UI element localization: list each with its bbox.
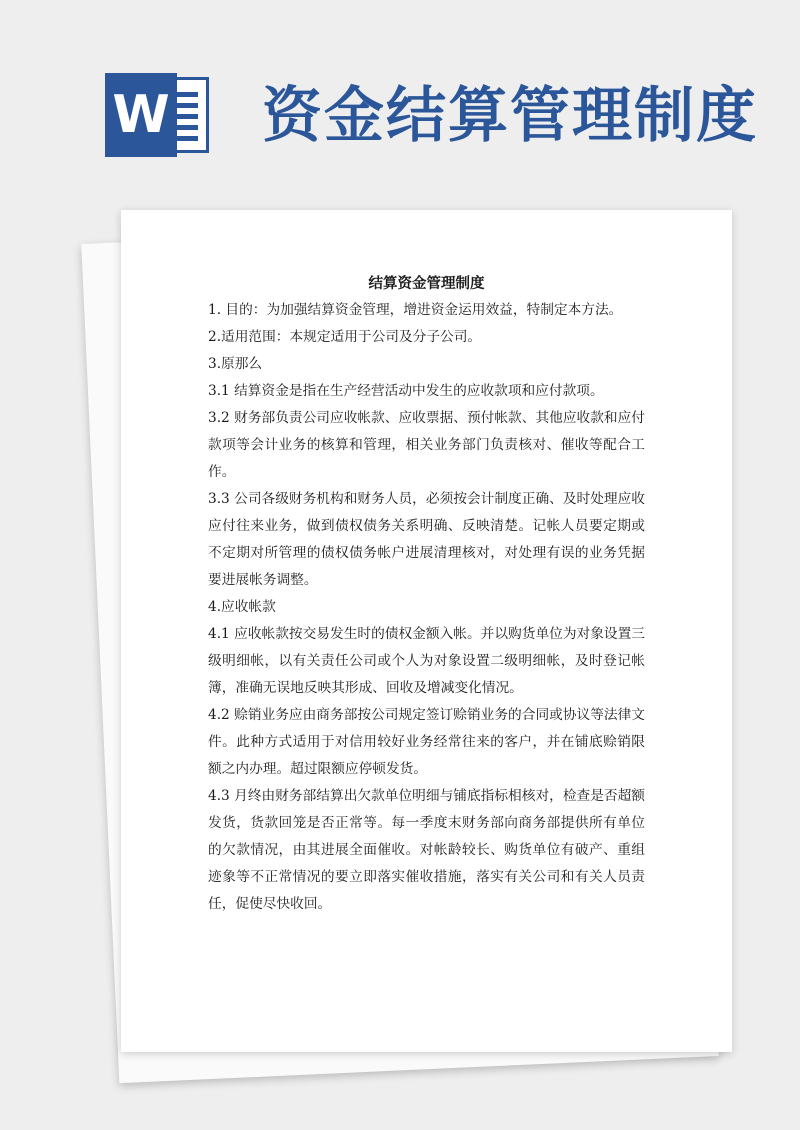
document-page [121, 210, 732, 1052]
paragraph-4-1: 4.1 应收帐款按交易发生时的债权金额入帐。并以购货单位为对象设置三级明细帐，以有关责任公司或个人为对象设置二级明细帐，及时登记帐簿，准确无误地反映其形成、回收及增减变化情况。 [208, 626, 645, 696]
paragraph-3-3: 3.3 公司各级财务机构和财务人员，必须按会计制度正确、及时处理应收应付往来业务，做到债权债务关系明确、反映清楚。记帐人员要定期或不定期对所管理的债权债务帐户进展清理核对，对处理有误的业务凭据要进展帐务调整。 [208, 491, 645, 588]
paragraph-1: 1. 目的：为加强结算资金管理，增进资金运用效益，特制定本方法。 [208, 302, 623, 318]
document-body [208, 270, 645, 918]
word-logo [105, 73, 215, 157]
document-title: 结算资金管理制度 [368, 275, 485, 292]
word-w-icon: W [105, 73, 177, 157]
paragraph-3-2: 3.2 财务部负责公司应收帐款、应收票据、预付帐款、其他应收款和应付款项等会计业务的核算和管理，相关业务部门负责核对、催收等配合工作。 [208, 410, 645, 480]
paragraph-4-3: 4.3 月终由财务部结算出欠款单位明细与铺底指标相核对，检查是否超额发货，货款回笼是否正常等。每一季度末财务部向商务部提供所有单位的欠款情况，由其进展全面催收。对帐龄较长、购货单位有破产、重组迹象等不正常情况的要立即落实催收措施，落实有关公司和有关人员责任，促使尽快收回。 [208, 788, 645, 912]
banner-title: 资金结算管理制度 [262, 81, 758, 151]
paragraph-3: 3.原那么 [208, 356, 263, 372]
paragraph-4: 4.应收帐款 [208, 599, 276, 615]
paragraph-3-1: 3.1 结算资金是指在生产经营活动中发生的应收款项和应付款项。 [208, 383, 604, 399]
paragraph-2: 2.适用范围：本规定适用于公司及分子公司。 [208, 329, 482, 345]
paragraph-4-2: 4.2 赊销业务应由商务部按公司规定签订赊销业务的合同或协议等法律文件。此种方式适用于对信用较好业务经常往来的客户，并在铺底赊销限额之内办理。超过限额应停顿发货。 [208, 707, 645, 777]
